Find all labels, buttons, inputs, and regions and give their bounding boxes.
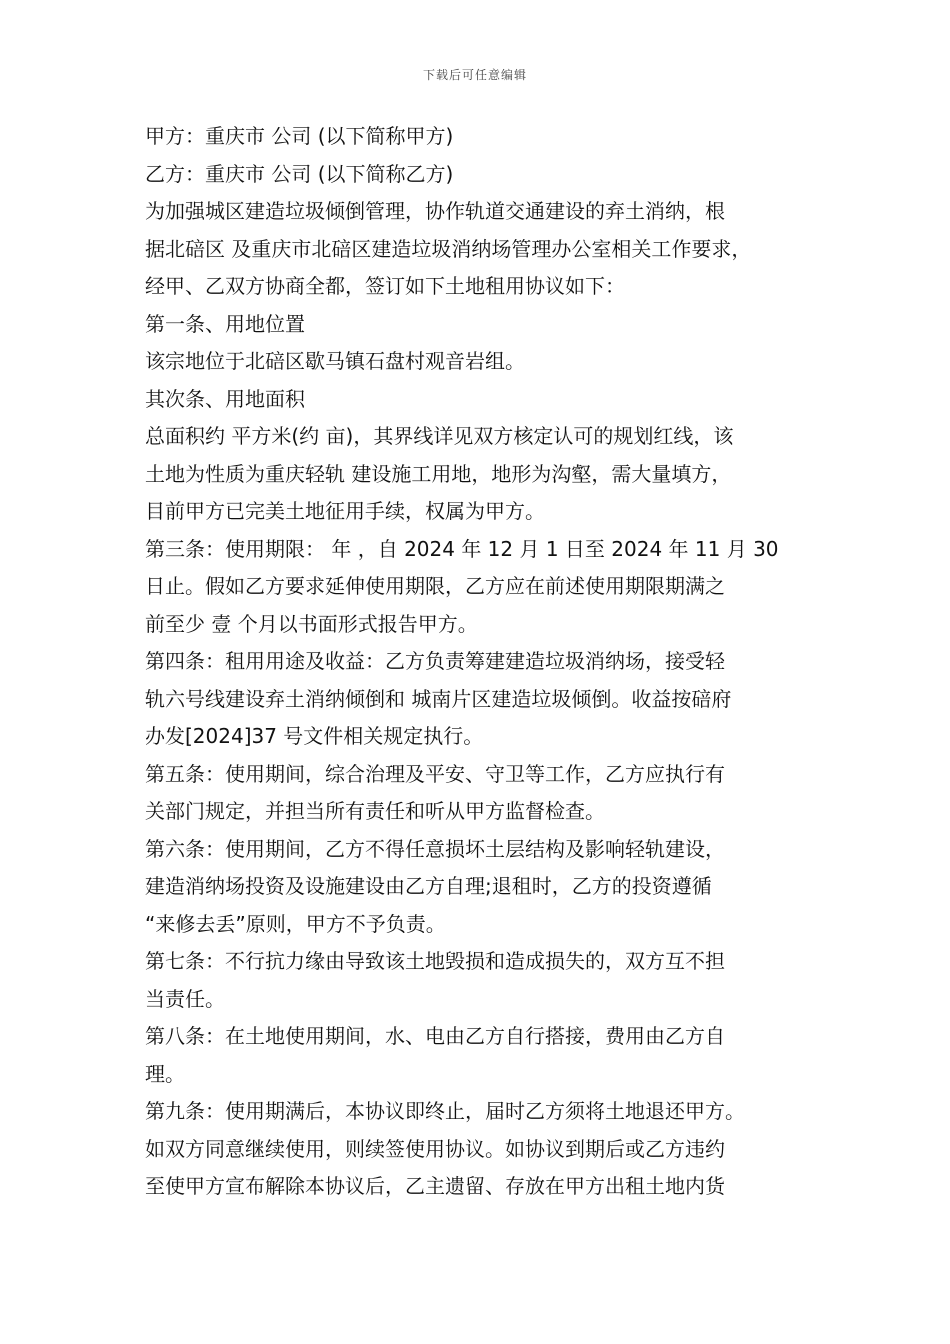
article-text-line: 土地为性质为重庆轻轨 建设施工用地，地形为沟壑，需大量填方， <box>145 461 732 486</box>
article-text-line: 第三条：使用期限： 年 ，自 2024 年 12 月 1 日至 2024 年 11 月 30 <box>145 536 779 561</box>
preamble-line: 为加强城区建造垃圾倾倒管理，协作轨道交通建设的弃土消纳，根 <box>145 199 725 223</box>
article-heading: 第一条、用地位置 <box>145 311 305 336</box>
page-header: 下载后可任意编辑 <box>422 68 527 82</box>
article-text-line: 如双方同意继续使用，则续签使用协议。如协议到期后或乙方违约 <box>145 1136 725 1161</box>
article-text-line: 理。 <box>145 1061 185 1086</box>
article-text-line: 第九条：使用期满后，本协议即终止，届时乙方须将土地退还甲方。 <box>145 1099 745 1123</box>
article-text-line: 前至少 壹 个月以书面形式报告甲方。 <box>145 611 478 636</box>
article-text-line: 第四条：租用用途及收益：乙方负责筹建建造垃圾消纳场，接受轻 <box>145 649 725 673</box>
article-text-line: 总面积约 平方米(约 亩)，其界线详见双方核定认可的规划红线，该 <box>145 424 734 448</box>
article-text-line: “来修去丢”原则，甲方不予负责。 <box>145 911 446 936</box>
article-text-line: 目前甲方已完美土地征用手续，权属为甲方。 <box>145 499 545 523</box>
party-b-line: 乙方：重庆市 公司 (以下简称乙方) <box>145 161 454 186</box>
article-text-line: 日止。假如乙方要求延伸使用期限，乙方应在前述使用期限期满之 <box>145 574 725 598</box>
article-text-line: 当责任。 <box>145 986 225 1011</box>
article-heading: 其次条、用地面积 <box>145 386 305 411</box>
document-body <box>145 118 825 1206</box>
party-a-line: 甲方：重庆市 公司 (以下简称甲方) <box>145 124 454 148</box>
preamble-line: 经甲、乙双方协商全都，签订如下土地租用协议如下： <box>145 274 625 298</box>
article-text-line: 第七条：不行抗力缘由导致该土地毁损和造成损失的，双方互不担 <box>145 949 725 973</box>
article-text-line: 至使甲方宣布解除本协议后，乙主遗留、存放在甲方出租土地内货 <box>145 1174 725 1198</box>
preamble-line: 据北碚区 及重庆市北碚区建造垃圾消纳场管理办公室相关工作要求， <box>145 236 752 261</box>
article-text-line: 办发[2024]37 号文件相关规定执行。 <box>145 724 484 748</box>
article-text-line: 该宗地位于北碚区歇马镇石盘村观音岩组。 <box>145 349 525 373</box>
article-text-line: 关部门规定，并担当所有责任和听从甲方监督检查。 <box>145 799 605 823</box>
article-text-line: 第五条：使用期间，综合治理及平安、守卫等工作，乙方应执行有 <box>145 761 725 786</box>
article-text-line: 第六条：使用期间，乙方不得任意损坏土层结构及影响轻轨建设， <box>145 836 725 861</box>
article-text-line: 第八条：在土地使用期间，水、电由乙方自行搭接，费用由乙方自 <box>145 1024 725 1048</box>
article-text-line: 建造消纳场投资及设施建设由乙方自理;退租时，乙方的投资遵循 <box>145 874 712 898</box>
article-text-line: 轨六号线建设弃土消纳倾倒和 城南片区建造垃圾倾倒。收益按碚府 <box>145 686 732 711</box>
